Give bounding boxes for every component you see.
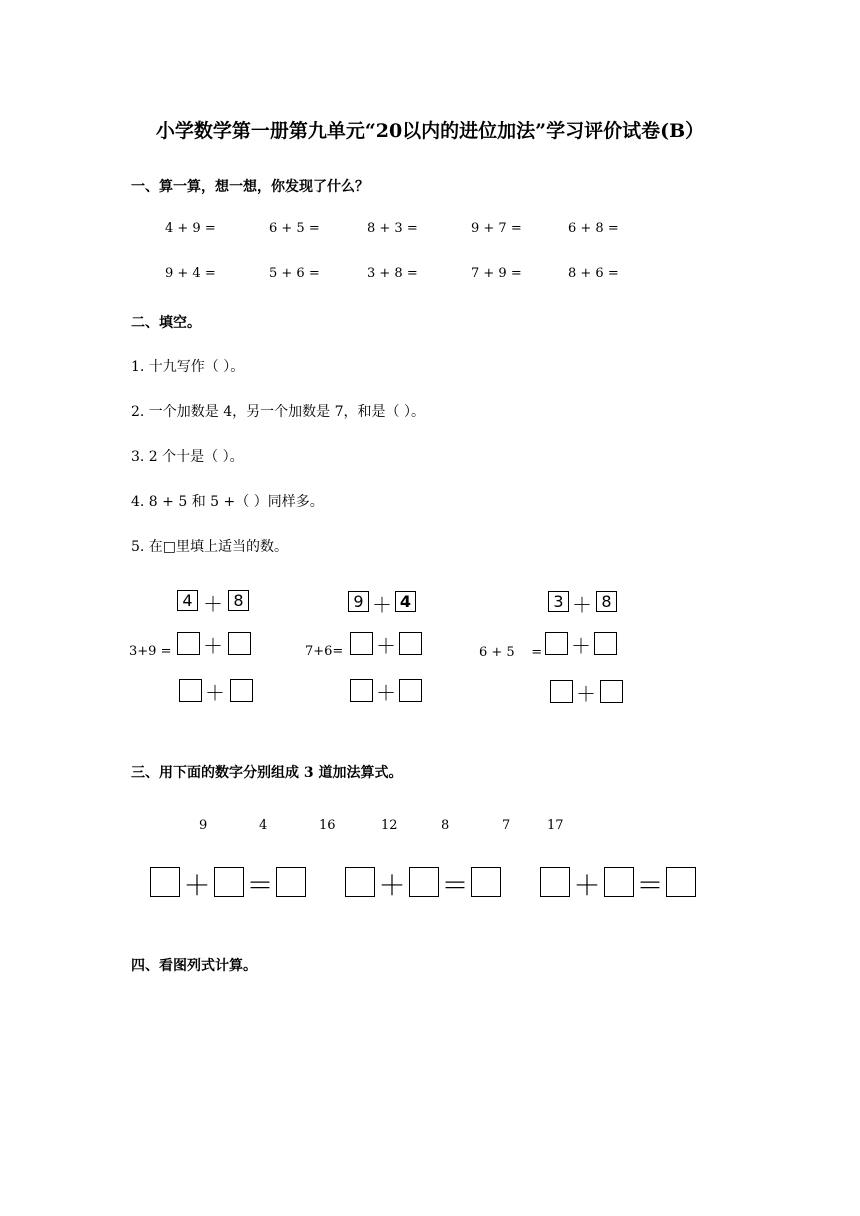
number-box: 4 [395, 591, 416, 612]
answer-box[interactable] [604, 867, 634, 897]
answer-box[interactable] [177, 632, 200, 655]
given-number: 4 [259, 818, 268, 833]
answer-box[interactable] [230, 679, 253, 702]
plus-sign: ＋ [372, 593, 392, 617]
answer-box[interactable] [471, 867, 501, 897]
plus-sign: ＋ [203, 592, 223, 616]
equation: 6 + 8 = [568, 221, 619, 236]
number-box: 8 [596, 591, 617, 612]
plus-sign: ＋ [571, 634, 591, 658]
plus-sign: ＋ [203, 634, 223, 658]
equation: 9 + 7 = [471, 221, 522, 236]
answer-box[interactable] [594, 632, 617, 655]
answer-box[interactable] [600, 680, 623, 703]
section-4-heading: 四、看图列式计算。 [131, 958, 257, 974]
given-number: 12 [381, 818, 398, 833]
answer-box[interactable] [399, 679, 422, 702]
plus-sign: ＋ [376, 681, 396, 705]
answer-box[interactable] [409, 867, 439, 897]
equals-sign: ＝ [246, 871, 274, 902]
number-box: 8 [228, 590, 249, 611]
answer-box[interactable] [228, 632, 251, 655]
number-box: 4 [177, 590, 198, 611]
answer-box[interactable] [550, 680, 573, 703]
fill-item-5: 5. 在□里填上适当的数。 [131, 539, 289, 555]
number-box: 9 [348, 591, 369, 612]
answer-box[interactable] [350, 679, 373, 702]
answer-box[interactable] [666, 867, 696, 897]
fill-item-4: 4. 8 + 5 和 5 +（ ）同样多。 [131, 494, 324, 510]
answer-box[interactable] [179, 679, 202, 702]
equation: 8 + 3 = [367, 221, 418, 236]
plus-sign: ＋ [576, 682, 596, 706]
page-title: 小学数学第一册第九单元“20以内的进位加法”学习评价试卷(B） [155, 120, 705, 142]
answer-box[interactable] [399, 632, 422, 655]
plus-sign: ＋ [573, 871, 601, 902]
plus-sign: ＋ [378, 871, 406, 902]
fill-item-2: 2. 一个加数是 4，另一个加数是 7，和是（ ）。 [131, 404, 425, 420]
section-2-heading: 二、填空。 [131, 315, 201, 331]
given-number: 7 [502, 818, 511, 833]
given-number: 8 [441, 818, 450, 833]
given-number: 16 [319, 818, 336, 833]
equation: 6 + 5 = [269, 221, 320, 236]
answer-box[interactable] [150, 867, 180, 897]
equation: 5 + 6 = [269, 266, 320, 281]
group-label: 6 + 5 = [479, 645, 543, 660]
answer-box[interactable] [540, 867, 570, 897]
number-box: 3 [548, 591, 569, 612]
equation: 9 + 4 = [165, 266, 216, 281]
answer-box[interactable] [350, 632, 373, 655]
section-1-heading: 一、算一算，想一想，你发现了什么？ [131, 179, 369, 195]
group-label: 7+6= [305, 644, 344, 659]
equals-sign: ＝ [636, 871, 664, 902]
plus-sign: ＋ [572, 593, 592, 617]
plus-sign: ＋ [205, 681, 225, 705]
answer-box[interactable] [545, 632, 568, 655]
equation: 7 + 9 = [471, 266, 522, 281]
plus-sign: ＋ [376, 634, 396, 658]
group-label: 3+9 = [129, 644, 172, 659]
plus-sign: ＋ [183, 871, 211, 902]
equation: 3 + 8 = [367, 266, 418, 281]
given-number: 9 [199, 818, 208, 833]
equals-sign: ＝ [441, 871, 469, 902]
answer-box[interactable] [276, 867, 306, 897]
fill-item-3: 3. 2 个十是（ ）。 [131, 449, 244, 465]
given-number: 17 [547, 818, 564, 833]
equation: 8 + 6 = [568, 266, 619, 281]
fill-item-1: 1. 十九写作（ ）。 [131, 359, 245, 375]
equation: 4 + 9 = [165, 221, 216, 236]
answer-box[interactable] [345, 867, 375, 897]
answer-box[interactable] [214, 867, 244, 897]
section-3-heading: 三、用下面的数字分别组成 3 道加法算式。 [131, 765, 403, 781]
